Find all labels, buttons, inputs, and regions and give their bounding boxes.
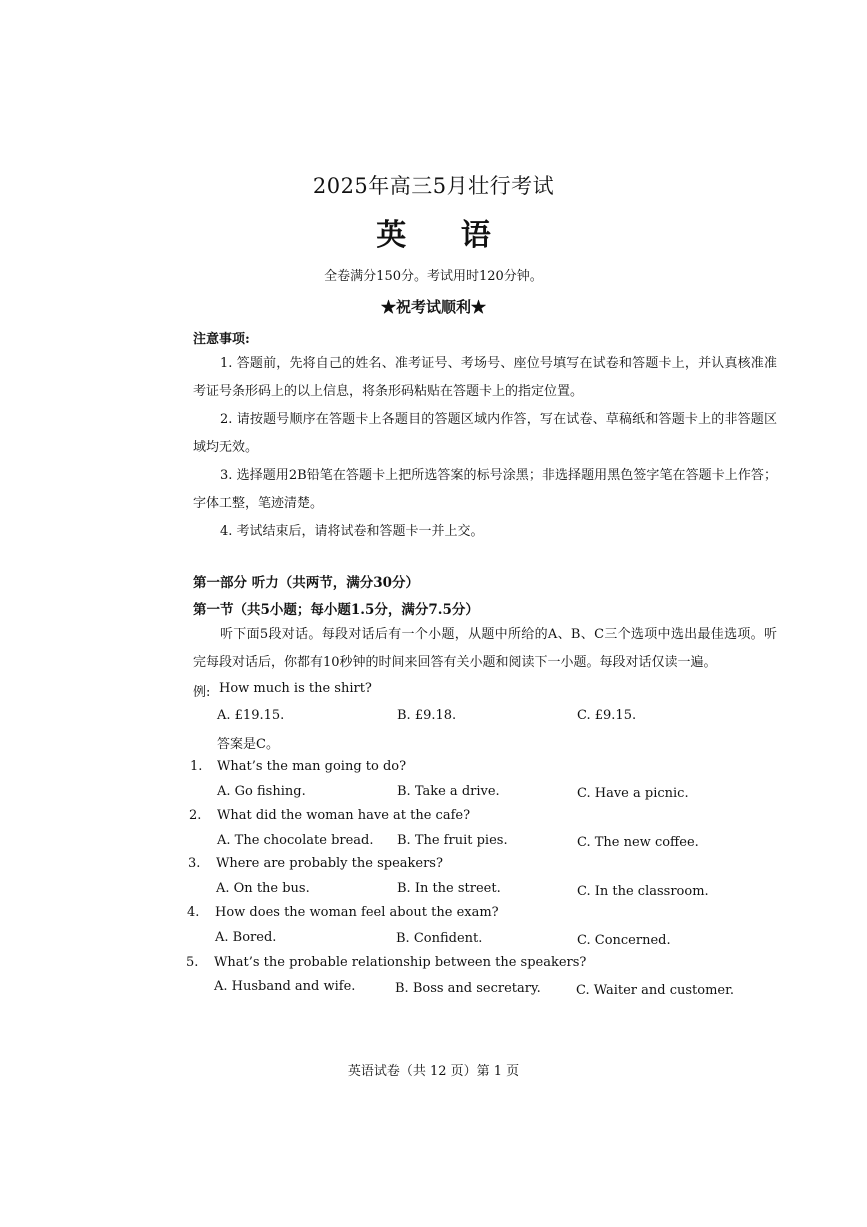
option-a: A. Husband and wife. (214, 979, 356, 994)
note-item-1: 1. 答题前，先将自己的姓名、准考证号、考场号、座位号填写在试卷和答题卡上，并认真核准准考证号条形码上的以上信息，将条形码粘贴在答题卡上的指定位置。 (193, 356, 777, 399)
exam-meta: 全卷满分150分。考试用时120分钟。 (324, 269, 543, 284)
note-item-4: 4. 考试结束后，请将试卷和答题卡一并上交。 (220, 524, 484, 539)
part1-heading: 第一部分 听力（共两节，满分30分） (193, 575, 419, 591)
option-b: B. Take a drive. (397, 784, 500, 799)
note-item-2: 2. 请按题号顺序在答题卡上各题目的答题区域内作答，写在试卷、草稿纸和答题卡上的非答题区域均无效。 (193, 412, 777, 455)
option-a: A. The chocolate bread. (217, 833, 374, 848)
note-item-3: 3. 选择题用2B铅笔在答题卡上把所选答案的标号涂黑；非选择题用黑色签字笔在答题卡上作答；字体工整，笔迹清楚。 (193, 468, 777, 511)
option-a: A. Go fishing. (217, 784, 306, 799)
subject-title: 英 语 (376, 218, 513, 253)
question-text: What’s the man going to do? (217, 759, 407, 774)
option-c: C. Concerned. (577, 933, 671, 948)
option-b: B. Confident. (396, 931, 483, 946)
notes-heading: 注意事项: (193, 332, 250, 347)
option-b: B. In the street. (397, 881, 501, 896)
example-question: How much is the shirt? (219, 681, 372, 696)
option-c: C. The new coffee. (577, 835, 699, 850)
question-number: 3. (188, 856, 201, 871)
question-number: 1. (190, 759, 203, 774)
part1-instructions: 听下面5段对话。每段对话后有一个小题，从题中所给的A、B、C三个选项中选出最佳选项。听完每段对话后，你都有10秒钟的时间来回答有关小题和阅读下一小题。每段对话仅读一遍。 (193, 627, 777, 670)
option-a: A. Bored. (215, 930, 277, 945)
option-c: C. In the classroom. (577, 884, 709, 899)
question-text: What’s the probable relationship between the speakers? (214, 955, 587, 970)
option-b: B. The fruit pies. (397, 833, 508, 848)
page-footer: 英语试卷（共 12 页）第 1 页 (347, 1064, 520, 1079)
option-c: C. Have a picnic. (577, 786, 689, 801)
question-number: 2. (189, 808, 202, 823)
exam-title: 2025年高三5月壮行考试 (312, 174, 555, 198)
good-luck-banner: ★祝考试顺利★ (380, 298, 486, 316)
question-text: What did the woman have at the cafe? (217, 808, 471, 823)
question-text: Where are probably the speakers? (216, 856, 443, 871)
question-number: 5. (186, 955, 199, 970)
example-option-a: A. £19.15. (217, 708, 285, 723)
example-answer: 答案是C。 (217, 737, 279, 752)
example-option-b: B. £9.18. (397, 708, 457, 723)
example-label: 例: (193, 685, 211, 700)
example-option-c: C. £9.15. (577, 708, 637, 723)
question-text: How does the woman feel about the exam? (215, 905, 499, 920)
option-b: B. Boss and secretary. (395, 981, 541, 996)
question-number: 4. (187, 905, 200, 920)
section1-heading: 第一节（共5小题；每小题1.5分，满分7.5分） (193, 602, 479, 618)
option-c: C. Waiter and customer. (576, 983, 735, 998)
option-a: A. On the bus. (216, 881, 310, 896)
